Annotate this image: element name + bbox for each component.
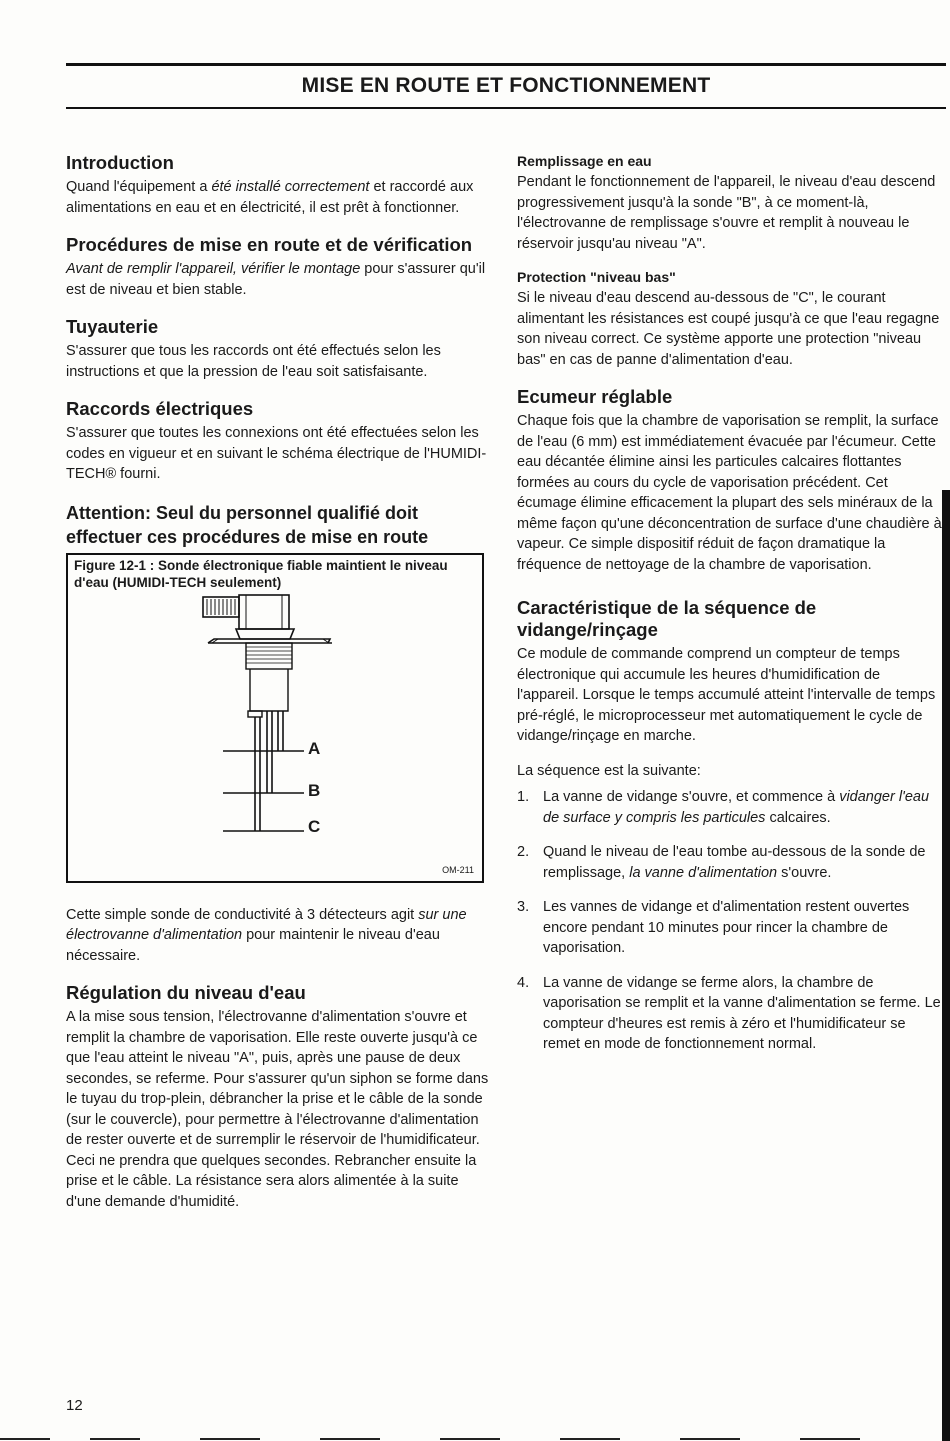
- step-text-a: Quand le niveau de l'eau tombe au-dessous de la sonde de remplissage,: [543, 844, 926, 881]
- ecumeur-text: Chaque fois que la chambre de vaporisation se remplit, la surface de l'eau (6 mm) est immédiatement évacuée par l'écumeur. Cette eau décantée élimine ainsi les particules calcaires flottantes formées au cours du cycle de vaporisation précédent. Cet écumage élimine efficacement la plupart des sels minéraux de la même façon qu'une déconcentration de surface d'une chaudière à vapeur. Ce simple dispositif réduit de façon dramatique la fréquence de nettoyage de la chambre de vaporisation.: [517, 413, 942, 573]
- step-number: 3.: [517, 899, 530, 915]
- bottom-dash: [90, 1438, 140, 1440]
- step-text-c: s'ouvre.: [777, 864, 832, 881]
- bottom-dash: [0, 1438, 50, 1440]
- top-rule: [66, 63, 946, 66]
- intro-section: [66, 152, 490, 218]
- sequence-intro: La séquence est la suivante:: [517, 762, 701, 779]
- tuyauterie-section: [66, 316, 490, 382]
- procedures-section: [66, 234, 490, 300]
- scan-edge-shadow: [942, 490, 950, 1441]
- sequence-section: [517, 597, 942, 1055]
- procedures-heading: Procédures de mise en route et de vérification: [66, 234, 473, 255]
- sonde-text: [66, 905, 490, 967]
- intro-text: [66, 177, 490, 218]
- bottom-dash: [320, 1438, 380, 1440]
- probe-thread: [246, 643, 292, 717]
- step-text-a: La vanne de vidange se ferme alors, la chambre de vaporisation se remplit et la vanne d'alimentation se ferme. Le compteur d'heures est remis à zéro et l'humidificateur se remet en mode de fonctionnement normal.: [543, 974, 941, 1052]
- sequence-step: [517, 842, 942, 883]
- remplissage-text: Pendant le fonctionnement de l'appareil, le niveau d'eau descend progressivement jusqu'à la sonde "B", à ce moment-là, l'électrovanne de remplissage s'ouvre et remplit à nouveau le réservoir jusqu'au niveau "A".: [517, 174, 936, 252]
- intro-text-a: Quand l'équipement a: [66, 179, 212, 195]
- step-text-b: la vanne d'alimentation: [629, 864, 778, 881]
- intro-text-c: et raccordé aux alimentations en eau et en électricité, il est prêt à fonctionner.: [66, 179, 474, 216]
- page-number: 12: [66, 1397, 83, 1414]
- sequence-step: [517, 787, 942, 828]
- level-label-a: A: [308, 738, 321, 758]
- raccords-heading: Raccords électriques: [66, 398, 254, 419]
- bottom-dash: [200, 1438, 260, 1440]
- tuyauterie-heading: Tuyauterie: [66, 316, 159, 337]
- remplissage-heading: Remplissage en eau: [517, 153, 652, 169]
- right-column: [517, 152, 942, 1069]
- procedures-text-b: pour s'assurer qu'il est de niveau et bien stable.: [66, 261, 486, 298]
- protection-section: [517, 268, 942, 370]
- protection-text: Si le niveau d'eau descend au-dessous de "C", le courant alimentant les résistances est coupé jusqu'à ce que l'eau regagne son niveau correct. Ce système apporte une protection "niveau bas" en cas de panne d'alimentation d'eau.: [517, 290, 940, 368]
- bottom-dash: [800, 1438, 860, 1440]
- regulation-section: [66, 982, 490, 1212]
- remplissage-section: [517, 152, 942, 254]
- step-text-a: La vanne de vidange s'ouvre, et commence à: [543, 789, 840, 805]
- sonde-text-a: Cette simple sonde de conductivité à 3 détecteurs agit: [66, 906, 419, 923]
- sequence-step: [517, 897, 942, 959]
- bottom-dash: [440, 1438, 500, 1440]
- sequence-step: [517, 973, 942, 1055]
- sonde-text-c: pour maintenir le niveau d'eau nécessaire.: [66, 927, 440, 964]
- regulation-text: A la mise sous tension, l'électrovanne d'alimentation s'ouvre et remplit la chambre de vaporisation. Elle reste ouverte jusqu'à ce que l'eau atteint le niveau "A", puis, après une pause de deux secondes, se referme. Pour s'assurer qu'un siphon se forme dans le tuyau du trop-plein, débrancher la prise et le câble de la sonde (sur le couvercle), pour permettre à l'électrovanne d'alimentation de rester ouverte et de surremplir le réservoir de l'humidificateur. Ceci ne prendra que quelques secondes. Rebrancher ensuite la prise et le câble. La résistance sera alors alimentée à la suite d'une demande d'humidité.: [66, 1009, 489, 1210]
- sonde-section: [66, 905, 490, 967]
- level-label-c: C: [308, 816, 321, 836]
- probe-rods: [255, 711, 283, 831]
- protection-heading: Protection "niveau bas": [517, 269, 676, 285]
- raccords-text: S'assurer que toutes les connexions ont été effectuées selon les codes en vigueur et en suivant le schéma électrique de l'HUMIDI-TECH® fourni.: [66, 425, 487, 482]
- ecumeur-section: [517, 386, 942, 575]
- left-column: [66, 152, 490, 1228]
- raccords-section: [66, 398, 490, 485]
- figure-code: OM-211: [442, 864, 474, 875]
- step-number: 2.: [517, 844, 530, 860]
- level-label-b: B: [308, 780, 321, 800]
- sequence-text: Ce module de commande comprend un compteur de temps électronique qui accumule les heures d'humidification de l'appareil. Lorsque le temps accumulé atteint l'intervalle de temps pré-réglé, le microprocesseur met automatiquement le cycle de vidange/rinçage en marche.: [517, 646, 936, 744]
- figure-caption: Figure 12-1 : Sonde électronique fiable maintient le niveau d'eau (HUMIDI-TECH seulement): [74, 557, 448, 590]
- probe-diagram: [68, 593, 482, 843]
- level-lines: [223, 751, 304, 831]
- regulation-heading: Régulation du niveau d'eau: [66, 982, 306, 1003]
- bottom-dash: [560, 1438, 620, 1440]
- step-number: 1.: [517, 789, 530, 805]
- procedures-text: [66, 259, 490, 300]
- step-number: 4.: [517, 974, 530, 991]
- page-title: MISE EN ROUTE ET FONCTIONNEMENT: [301, 74, 711, 97]
- step-text-a: Les vannes de vidange et d'alimentation restent ouvertes encore pendant 10 minutes pour rincer la chambre de vaporisation.: [543, 899, 910, 956]
- bottom-dash: [680, 1438, 740, 1440]
- sequence-steps: [517, 787, 942, 1055]
- ecumeur-heading: Ecumeur réglable: [517, 386, 673, 407]
- intro-text-b: été installé correctement: [211, 179, 370, 195]
- title-underline: [66, 107, 946, 109]
- attention-heading: Attention: Seul du personnel qualifié doit effectuer ces procédures de mise en route: [66, 502, 429, 547]
- procedures-text-a: Avant de remplir l'appareil, vérifier le montage: [66, 261, 361, 277]
- probe-connector: [203, 595, 294, 639]
- probe-figure: [66, 553, 484, 883]
- sonde-text-b: sur une électrovanne d'alimentation: [66, 906, 467, 943]
- sequence-heading: Caractéristique de la séquence de vidange/rinçage: [517, 597, 817, 640]
- intro-heading: Introduction: [66, 152, 174, 173]
- step-text-c: calcaires.: [765, 809, 831, 826]
- tuyauterie-text: S'assurer que tous les raccords ont été effectués selon les instructions et que la pression de l'eau soit satisfaisante.: [66, 343, 441, 380]
- step-text-b: vidanger l'eau de surface y compris les particules: [543, 789, 930, 826]
